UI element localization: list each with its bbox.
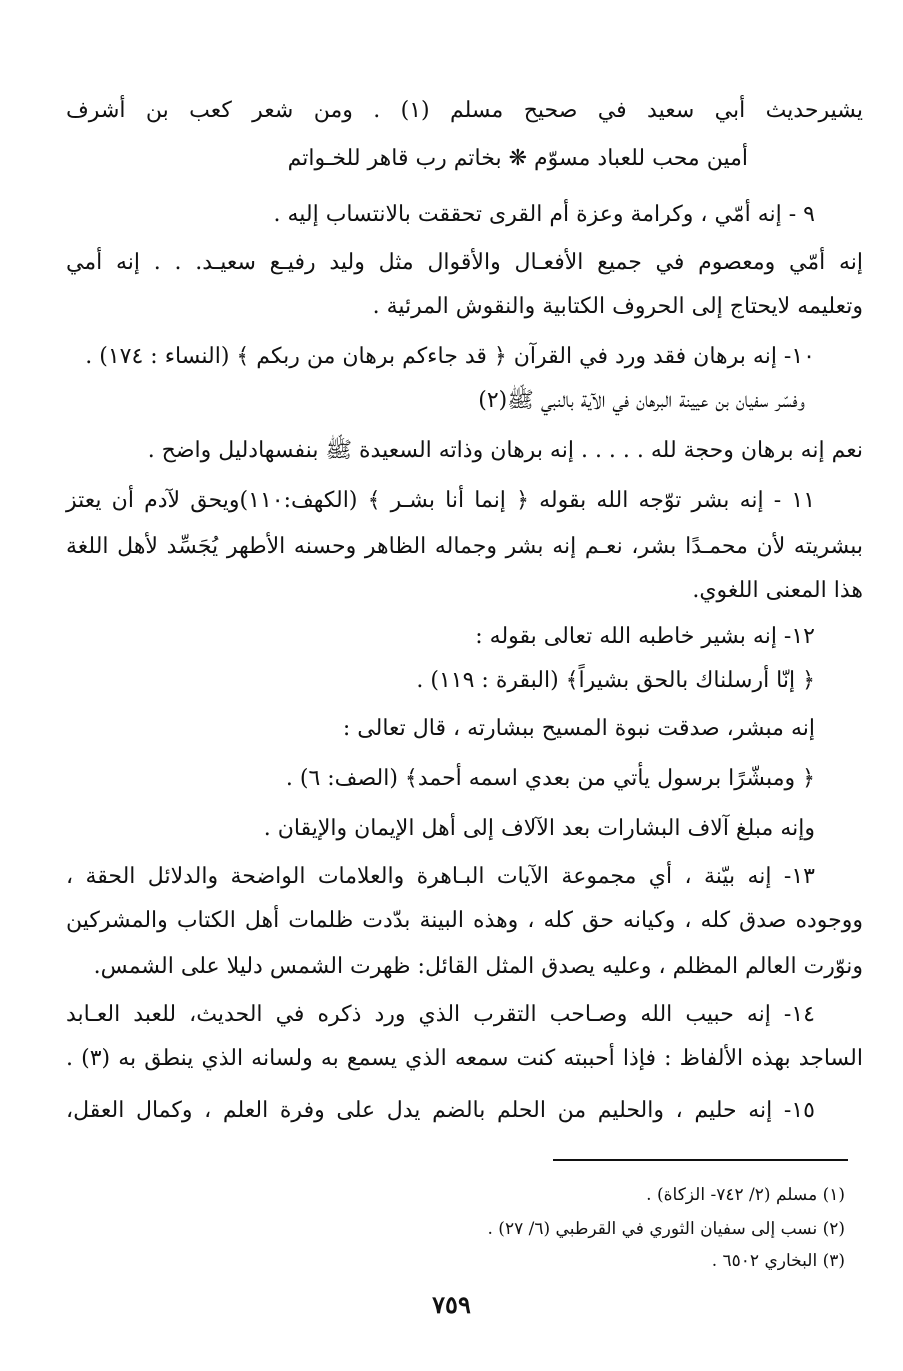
text-line: وإنه مبلغ آلاف البشارات بعد الآلاف إلى أهل الإيمان والإيقان .	[263, 816, 815, 841]
footnote: (٣) البخاري ٦٥٠٢ .	[711, 1251, 845, 1271]
text-line: وفسّر سفيان بن عيينة البرهان في الآية بالنبي ﷺ(٢)	[478, 388, 805, 413]
text-line: نعم إنه برهان وحجة لله . . . . . إنه برهان وذاته السعيدة ﷺ بنفسهادليل واضح .	[147, 438, 863, 463]
page-number: ٧٥٩	[432, 1290, 471, 1319]
text-line: إنه مبشر، صدقت نبوة المسيح ببشارته ، قال تعالى :	[342, 716, 815, 741]
text-line: ٩ - إنه أمّي ، وكرامة وعزة أم القرى تحققت بالانتساب إليه .	[273, 202, 815, 227]
text-line: الساجد بهذه الألفاظ : فإذا أحببته كنت سمعه الذي يسمع به ولسانه الذي ينطق به (٣) .	[66, 1046, 863, 1071]
text-line: ١٣- إنه بيّنة ، أي مجموعة الآيات البـاهرة والعلامات الواضحة والدلائل الحقة ،	[66, 864, 815, 889]
text-line: ونوّرت العالم المظلم ، وعليه يصدق المثل القائل: ظهرت الشمس دليلا على الشمس.	[93, 954, 863, 979]
quran-verse-line: ١٠- إنه برهان فقد ورد في القرآن ﴿ قد جاءكم برهان من ربكم ﴾ (النساء : ١٧٤) .	[85, 344, 815, 369]
quran-verse: ﴿ ومبشّرًا برسول يأتي من بعدي اسمه أحمد﴾ (الصف: ٦) .	[285, 766, 815, 791]
text-line: وتعليمه لايحتاج إلى الحروف الكتابية والنقوش المرئية .	[372, 294, 863, 319]
footnote-divider	[553, 1159, 848, 1161]
text-line: ووجوده صدق كله ، وكيانه حق كله ، وهذه البينة بدّدت ظلمات أهل الكتاب والمشركين	[66, 908, 863, 933]
poem-verse: أمين محب للعباد مسوّم ❋ بخاتم رب قاهر للخـواتم	[287, 146, 748, 171]
quran-verse: ﴿ إنّا أرسلناك بالحق بشيراً﴾ (البقرة : ١١٩) .	[416, 668, 815, 693]
footnote: (١) مسلم (٢/ ٧٤٢- الزكاة) .	[646, 1185, 845, 1205]
text-line: ١١ - إنه بشر توّجه الله بقوله ﴿ إنما أنا بشـر ﴾ (الكهف:١١٠)ويحق لآدم أن يعتز	[66, 488, 816, 513]
text-line: هذا المعنى اللغوي.	[692, 578, 863, 603]
text-line: ١٢- إنه بشير خاطبه الله تعالى بقوله :	[475, 624, 815, 649]
text-line: ١٥- إنه حليم ، والحليم من الحلم بالضم يدل على وفرة العلم ، وكمال العقل،	[66, 1098, 815, 1123]
text-line: ببشريته لأن محمـدًا بشر، نعـم إنه بشر وجماله الظاهر وحسنه الأطهر يُجَسِّد لأهل اللغة	[66, 534, 863, 559]
text-line: إنه أمّي ومعصوم في جميع الأفعـال والأقوال مثل وليد رفيـع سعيـد. . . إنه أمي	[66, 250, 863, 275]
footnote: (٢) نسب إلى سفيان الثوري في القرطبي (٦/ ٢٧) .	[487, 1219, 845, 1239]
text-line: ١٤- إنه حبيب الله وصـاحب التقرب الذي ورد ذكره في الحديث، للعبد العـابد	[66, 1002, 815, 1027]
text-line: يشيرحديث أبي سعيد في صحيح مسلم (١) . ومن شعر كعب بن أشرف	[66, 98, 863, 123]
